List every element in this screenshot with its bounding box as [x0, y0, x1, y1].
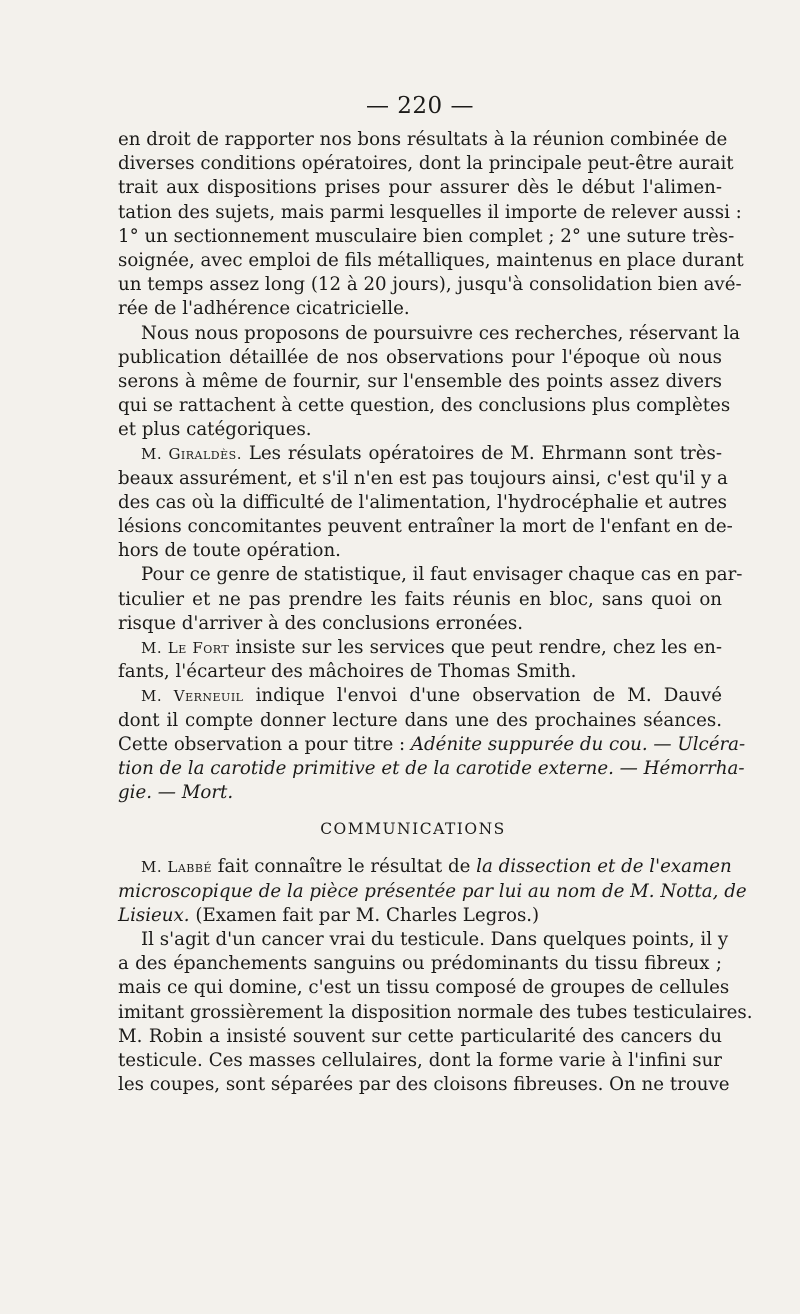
- text-line: trait aux dispositions prises pour assurer dès le début l'alimen-: [118, 177, 722, 199]
- italic-text: Lisieux.: [118, 904, 190, 926]
- text-line: un temps assez long (12 à 20 jours), jusqu'à consolidation bien avé-: [118, 274, 742, 296]
- speaker-name: M. Verneuil: [141, 687, 244, 706]
- text-line: serons à même de fournir, sur l'ensemble des points assez divers: [118, 370, 722, 392]
- text-fragment: indique l'envoi d'une observation de M. Dauvé: [255, 685, 722, 707]
- italic-title-line: tion de la carotide primitive et de la carotide externe. — Hémorrha-: [118, 757, 745, 779]
- text-line: imitant grossièrement la disposition normale des tubes testiculaires.: [118, 1001, 753, 1023]
- text-line: lésions concomitantes peuvent entraîner la mort de l'enfant en de-: [118, 516, 733, 537]
- speaker-paragraph-lefort: [118, 636, 722, 660]
- speaker-paragraph-giraldes: [118, 442, 722, 466]
- text-line: tation des sujets, mais parmi lesquelles il importe de relever aussi :: [118, 201, 742, 223]
- text-fragment: Les résulats opératoires de M. Ehrmann sont très-: [248, 443, 722, 465]
- text-line: a des épanchements sanguins ou prédominants du tissu fibreux ;: [118, 953, 722, 975]
- text-line: hors de toute opération.: [118, 540, 341, 562]
- text-line: Pour ce genre de statistique, il faut envisager chaque cas en par-: [141, 564, 743, 586]
- text-line: des cas où la difficulté de l'alimentation, l'hydrocéphalie et autres: [118, 491, 727, 513]
- text-line: dont il compte donner lecture dans une des prochaines séances.: [118, 709, 722, 731]
- italic-text-line: microscopique de la pièce présentée par lui au nom de M. Notta, de: [118, 880, 747, 902]
- text-line: soignée, avec emploi de fils métalliques, maintenus en place durant: [118, 249, 744, 271]
- text-line: [118, 904, 722, 928]
- text-fragment: insiste sur les services que peut rendre, chez les en-: [235, 636, 722, 658]
- text-line: fants, l'écarteur des mâchoires de Thomas Smith.: [118, 661, 577, 683]
- text-line: diverses conditions opératoires, dont la principale peut-être aurait: [118, 153, 734, 175]
- italic-title-line: gie. — Mort.: [118, 782, 234, 804]
- text-line: et plus catégoriques.: [118, 419, 312, 441]
- speaker-name: M. Le Fort: [141, 638, 230, 657]
- text-line: Il s'agit d'un cancer vrai du testicule. Dans quelques points, il y: [141, 929, 729, 950]
- text-fragment: fait connaître le résultat de: [217, 856, 477, 878]
- text-line: 1° un sectionnement musculaire bien complet ; 2° une suture très-: [118, 225, 735, 247]
- text-line: testicule. Ces masses cellulaires, dont la forme varie à l'infini sur: [118, 1049, 722, 1071]
- text-line: ticulier et ne pas prendre les faits réunis en bloc, sans quoi on: [118, 588, 722, 610]
- speaker-name: M. Giraldès.: [141, 445, 242, 464]
- text-line: publication détaillée de nos observations pour l'époque où nous: [118, 346, 722, 368]
- section-heading: COMMUNICATIONS: [320, 820, 506, 839]
- text-line: [118, 733, 746, 757]
- italic-title: Adénite suppurée du cou. — Ulcéra-: [410, 733, 746, 755]
- text-line: risque d'arriver à des conclusions erronées.: [118, 612, 524, 634]
- speaker-paragraph-labbe: [118, 855, 732, 879]
- text-fragment: (Examen fait par M. Charles Legros.): [189, 904, 540, 926]
- text-fragment: Cette observation a pour titre :: [118, 733, 411, 755]
- text-line: beaux assurément, et s'il n'en est pas toujours ainsi, c'est qu'il y a: [118, 467, 728, 489]
- speaker-paragraph-verneuil: [118, 684, 722, 708]
- text-line: M. Robin a insisté souvent sur cette particularité des cancers du: [118, 1025, 722, 1047]
- text-line: mais ce qui domine, c'est un tissu composé de groupes de cellules: [118, 977, 730, 999]
- speaker-name: M. Labbé: [141, 858, 212, 877]
- page-number: — 220 —: [365, 93, 475, 119]
- text-line: en droit de rapporter nos bons résultats à la réunion combinée de: [118, 129, 728, 150]
- italic-text: la dissection et de l'examen: [476, 856, 732, 878]
- text-line: les coupes, sont séparées par des cloisons fibreuses. On ne trouve: [118, 1074, 730, 1096]
- body-text: [118, 128, 753, 1097]
- text-line: Nous nous proposons de poursuivre ces recherches, réservant la: [141, 322, 741, 344]
- text-line: rée de l'adhérence cicatricielle.: [118, 298, 410, 320]
- text-line: qui se rattachent à cette question, des conclusions plus complètes: [118, 395, 731, 417]
